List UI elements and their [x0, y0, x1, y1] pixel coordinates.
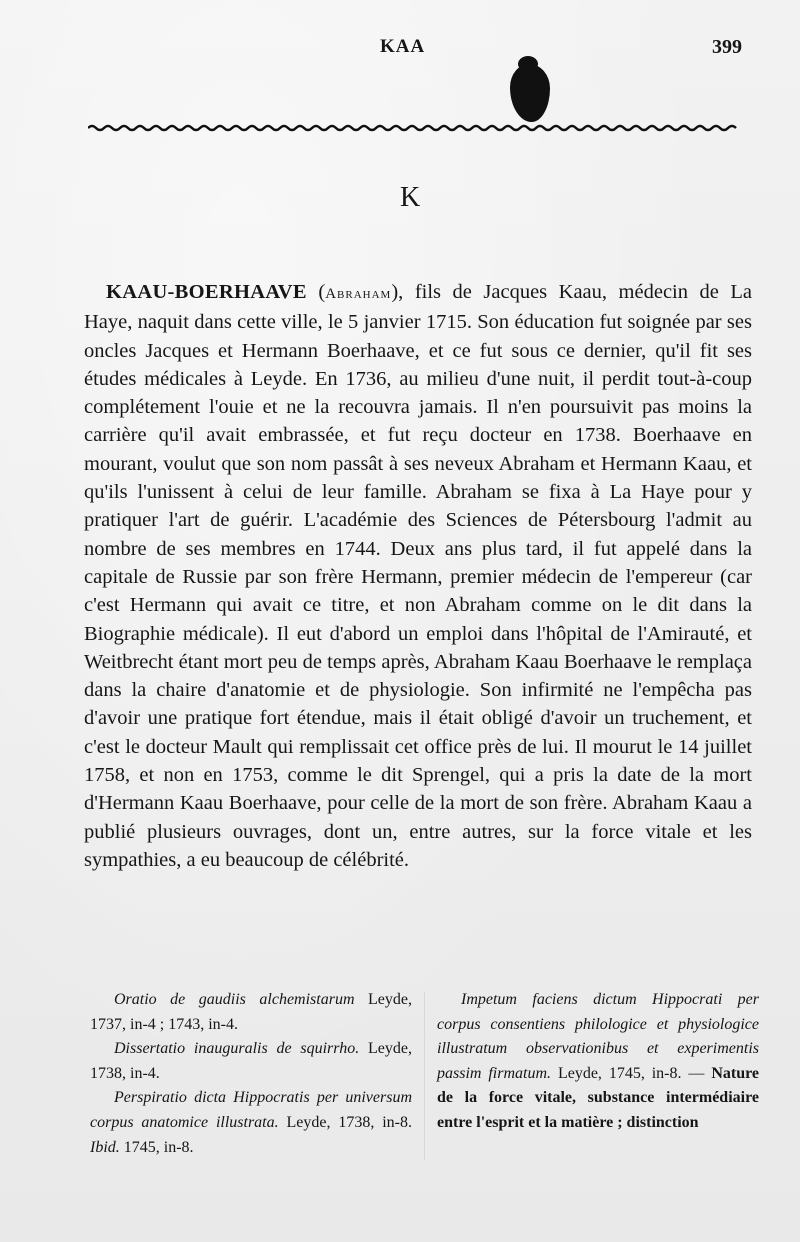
entry-body-text: fils de Jacques Kaau, médecin de La Haye, naquit dans cette ville, le 5 janvier 1715. Son éducation fut soignée par ses oncles Jacques et Hermann Boerhaave, et ce fut sous ce dernier, qu'il fit ses études médicales à Leyde. En 1736, au milieu d'une nuit, il perdit tout-à-coup complétement l'ouie et ne la recouvra jamais. Il n'en poursuivit pas moins la carrière qu'il avait embrassée, et fut reçu docteur en 1738. Boerhaave en mourant, voulut que son nom passât à ses neveux Abraham et Hermann Kaau, et qu'ils l'unissent à celui de leur famille. Abraham se fixa à La Haye pour y pratiquer l'art de guérir. L'académie des Sciences de Pétersbourg l'admit au nombre de ses membres en 1744. Deux ans plus tard, il fut appelé dans la capitale de Russie par son frère Hermann, premier médecin de l'empereur (car c'est Hermann qui avait ce titre, et non Abraham comme on le dit dans la Biographie médicale). Il eut d'abord un emploi dans l'hôpital de l'Amirauté, et Weitbrecht étant mort peu de temps après, Abraham Kaau Boerhaave le remplaça dans la chaire d'anatomie et de physiologie. Son infirmité ne l'empêcha pas d'avoir une pratique fort étendue, mais il était obligé d'avoir un truchement, et c'est le docteur Mault qui remplissait cet office près de lui. Il mourut le 14 juillet 1758, et non en 1753, comme le dit Sprengel, qui a pris la date de la mort d'Hermann Kaau Boerhaave, pour celle de la mort de son frère. Abraham Kaau a publié plusieurs ouvrages, dont un, entre autres, sur la force vitale et les sympathies, a eu beaucoup de célébrité.	[84, 281, 752, 871]
entry-given-name: Abraham	[325, 286, 392, 302]
ink-blot-mark	[510, 64, 550, 122]
bibliography-left-column	[90, 988, 412, 1160]
ibid-details: 1745, in-8.	[123, 1138, 194, 1156]
bibliography-item	[437, 988, 759, 1136]
work-title: Oratio de gaudiis alchemistarum	[114, 991, 355, 1008]
work-details: Leyde, 1738, in-4.	[90, 1040, 413, 1082]
work-details: Leyde, 1737, in-4 ; 1743, in-4.	[90, 991, 413, 1033]
work-title: Impetum faciens dictum Hippocrati per corpus consentiens philologice et physiologice illustratum observationibus et experimentis passim firmatum.	[437, 991, 759, 1082]
running-title: KAA	[380, 36, 426, 57]
bibliography-item	[90, 1037, 412, 1086]
work-note: Nature de la force vitale, substance intermédiaire entre l'esprit et la matière ; distinction	[437, 1064, 760, 1131]
section-letter: K	[400, 182, 421, 213]
bibliography-item	[90, 988, 412, 1037]
work-details: Leyde, 1745, in-8. —	[557, 1064, 705, 1082]
running-header	[0, 36, 800, 66]
decorative-wavy-rule	[88, 124, 740, 132]
work-title: Perspiratio dicta Hippocratis per universum corpus anatomice illustrata.	[90, 1089, 412, 1131]
column-divider	[424, 992, 425, 1160]
entry-headword: KAAU-BOERHAAVE	[106, 281, 307, 303]
work-details: Leyde, 1738, in-8.	[286, 1113, 413, 1131]
bibliography-right-column	[437, 988, 759, 1136]
bibliography-item	[90, 1086, 412, 1160]
biography-entry: KAAU-BOERHAAVE (Abraham), fils de Jacques Kaau, médecin de La Haye, naquit dans cette ville, le 5 janvier 1715. Son éducation fut soignée par ses oncles Jacques et Hermann Boerhaave, et ce fut sous ce dernier, qu'il fit ses études médicales à Leyde. En 1736, au milieu d'une nuit, il perdit tout-à-coup complétement l'ouie et ne la recouvra jamais. Il n'en poursuivit pas moins la carrière qu'il avait embrassée, et fut reçu docteur en 1738. Boerhaave en mourant, voulut que son nom passât à ses neveux Abraham et Hermann Kaau, et qu'ils l'unissent à celui de leur famille. Abraham se fixa à La Haye pour y pratiquer l'art de guérir. L'académie des Sciences de Pétersbourg l'admit au nombre de ses membres en 1744. Deux ans plus tard, il fut appelé dans la capitale de Russie par son frère Hermann, premier médecin de l'empereur (car c'est Hermann qui avait ce titre, et non Abraham comme on le dit dans la Biographie médicale). Il eut d'abord un emploi dans l'hôpital de l'Amirauté, et Weitbrecht étant mort peu de temps après, Abraham Kaau Boerhaave le remplaça dans la chaire d'anatomie et de physiologie. Son infirmité ne l'empêcha pas d'avoir une pratique fort étendue, mais il était obligé d'avoir un truchement, et c'est le docteur Mault qui remplissait cet office près de lui. Il mourut le 14 juillet 1758, et non en 1753, comme le dit Sprengel, qui a pris la date de la mort d'Hermann Kaau Boerhaave, pour celle de la mort de son frère. Abraham Kaau a publié plusieurs ouvrages, dont un, entre autres, sur la force vitale et les sympathies, a eu beaucoup de célébrité.	[84, 281, 752, 871]
ibid-marker: Ibid.	[90, 1138, 120, 1156]
work-title: Dissertatio inauguralis de squirrho.	[114, 1040, 360, 1058]
page-number: 399	[712, 36, 742, 58]
